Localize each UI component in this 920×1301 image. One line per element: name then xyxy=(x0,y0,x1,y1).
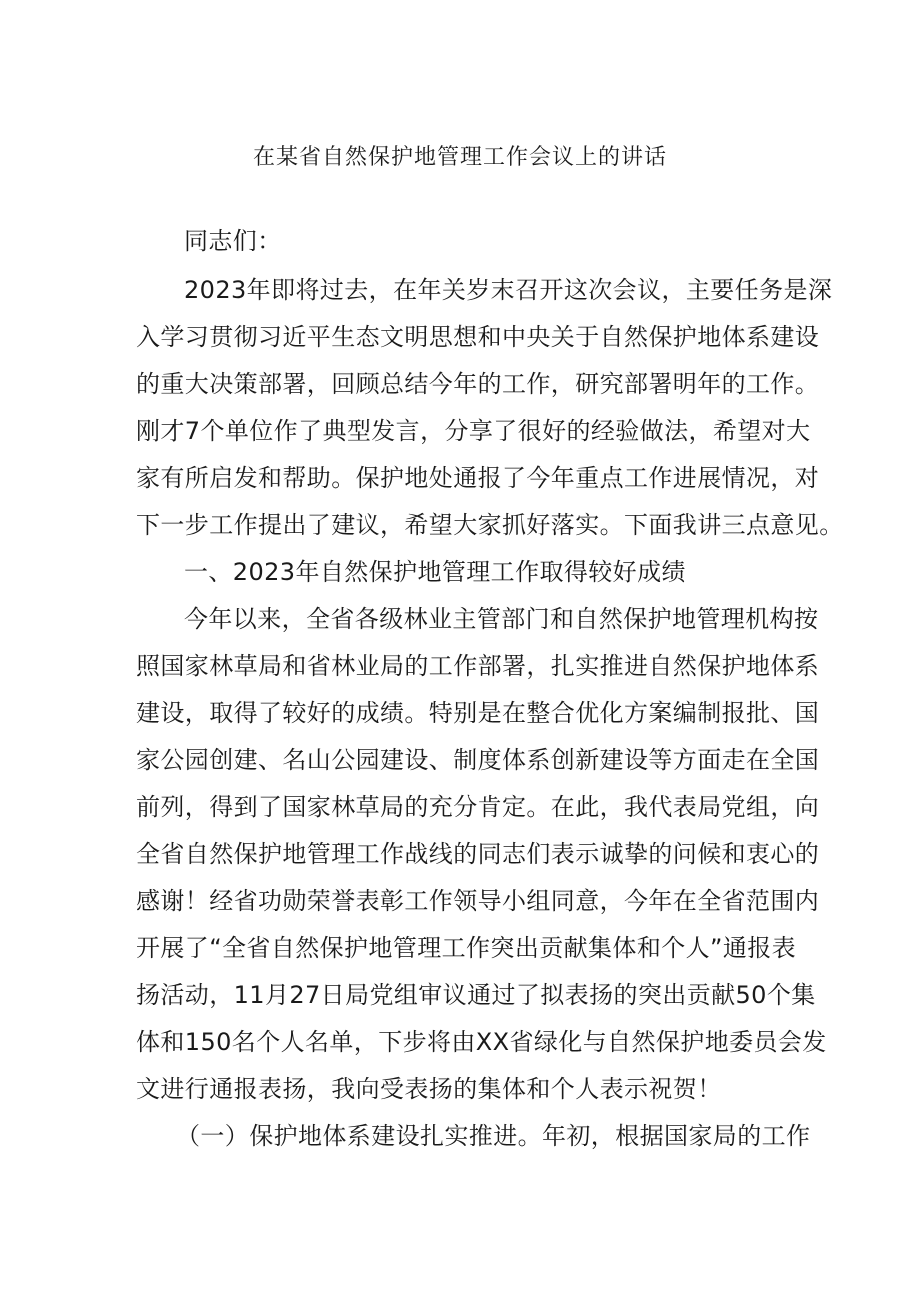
paragraph-line: 全省自然保护地管理工作战线的同志们表示诚挚的问候和衷心的 xyxy=(136,840,820,868)
paragraph-line: 2023年即将过去，在年关岁末召开这次会议，主要任务是深 xyxy=(184,276,833,304)
paragraph-line: 文进行通报表扬，我向受表扬的集体和个人表示祝贺！ xyxy=(136,1075,722,1103)
paragraph-line: 的重大决策部署，回顾总结今年的工作，研究部署明年的工作。 xyxy=(136,370,820,398)
paragraph-line: 下一步工作提出了建议，希望大家抓好落实。下面我讲三点意见。 xyxy=(136,511,844,539)
salutation: 同志们： xyxy=(184,227,282,255)
paragraph-line: 建设，取得了较好的成绩。特别是在整合优化方案编制报批、国 xyxy=(136,699,820,727)
subsection-heading: （一）保护地体系建设扎实推进。年初，根据国家局的工作 xyxy=(176,1122,811,1150)
paragraph-line: 照国家林草局和省林业局的工作部署，扎实推进自然保护地体系 xyxy=(136,652,820,680)
paragraph-line: 感谢！经省功勋荣誉表彰工作领导小组同意，今年在全省范围内 xyxy=(136,887,820,915)
paragraph-line: 体和150名个人名单，下步将由XX省绿化与自然保护地委员会发 xyxy=(136,1028,827,1056)
section-heading: 一、2023年自然保护地管理工作取得较好成绩 xyxy=(184,558,686,586)
paragraph-line: 今年以来，全省各级林业主管部门和自然保护地管理机构按 xyxy=(184,605,819,633)
paragraph-line: 入学习贯彻习近平生态文明思想和中央关于自然保护地体系建设 xyxy=(136,323,820,351)
paragraph-line: 家公园创建、名山公园建设、制度体系创新建设等方面走在全国 xyxy=(136,746,820,774)
paragraph-line: 家有所启发和帮助。保护地处通报了今年重点工作进展情况，对 xyxy=(136,464,820,492)
paragraph-line: 前列，得到了国家林草局的充分肯定。在此，我代表局党组，向 xyxy=(136,793,820,821)
paragraph-line: 刚才7个单位作了典型发言，分享了很好的经验做法，希望对大 xyxy=(136,417,811,445)
document-body xyxy=(136,222,844,1156)
paragraph-line: 扬活动，11月27日局党组审议通过了拟表扬的突出贡献50个集 xyxy=(136,981,816,1009)
paragraph-line: 开展了“全省自然保护地管理工作突出贡献集体和个人”通报表 xyxy=(136,934,797,962)
document-title: 在某省自然保护地管理工作会议上的讲话 xyxy=(252,145,667,170)
